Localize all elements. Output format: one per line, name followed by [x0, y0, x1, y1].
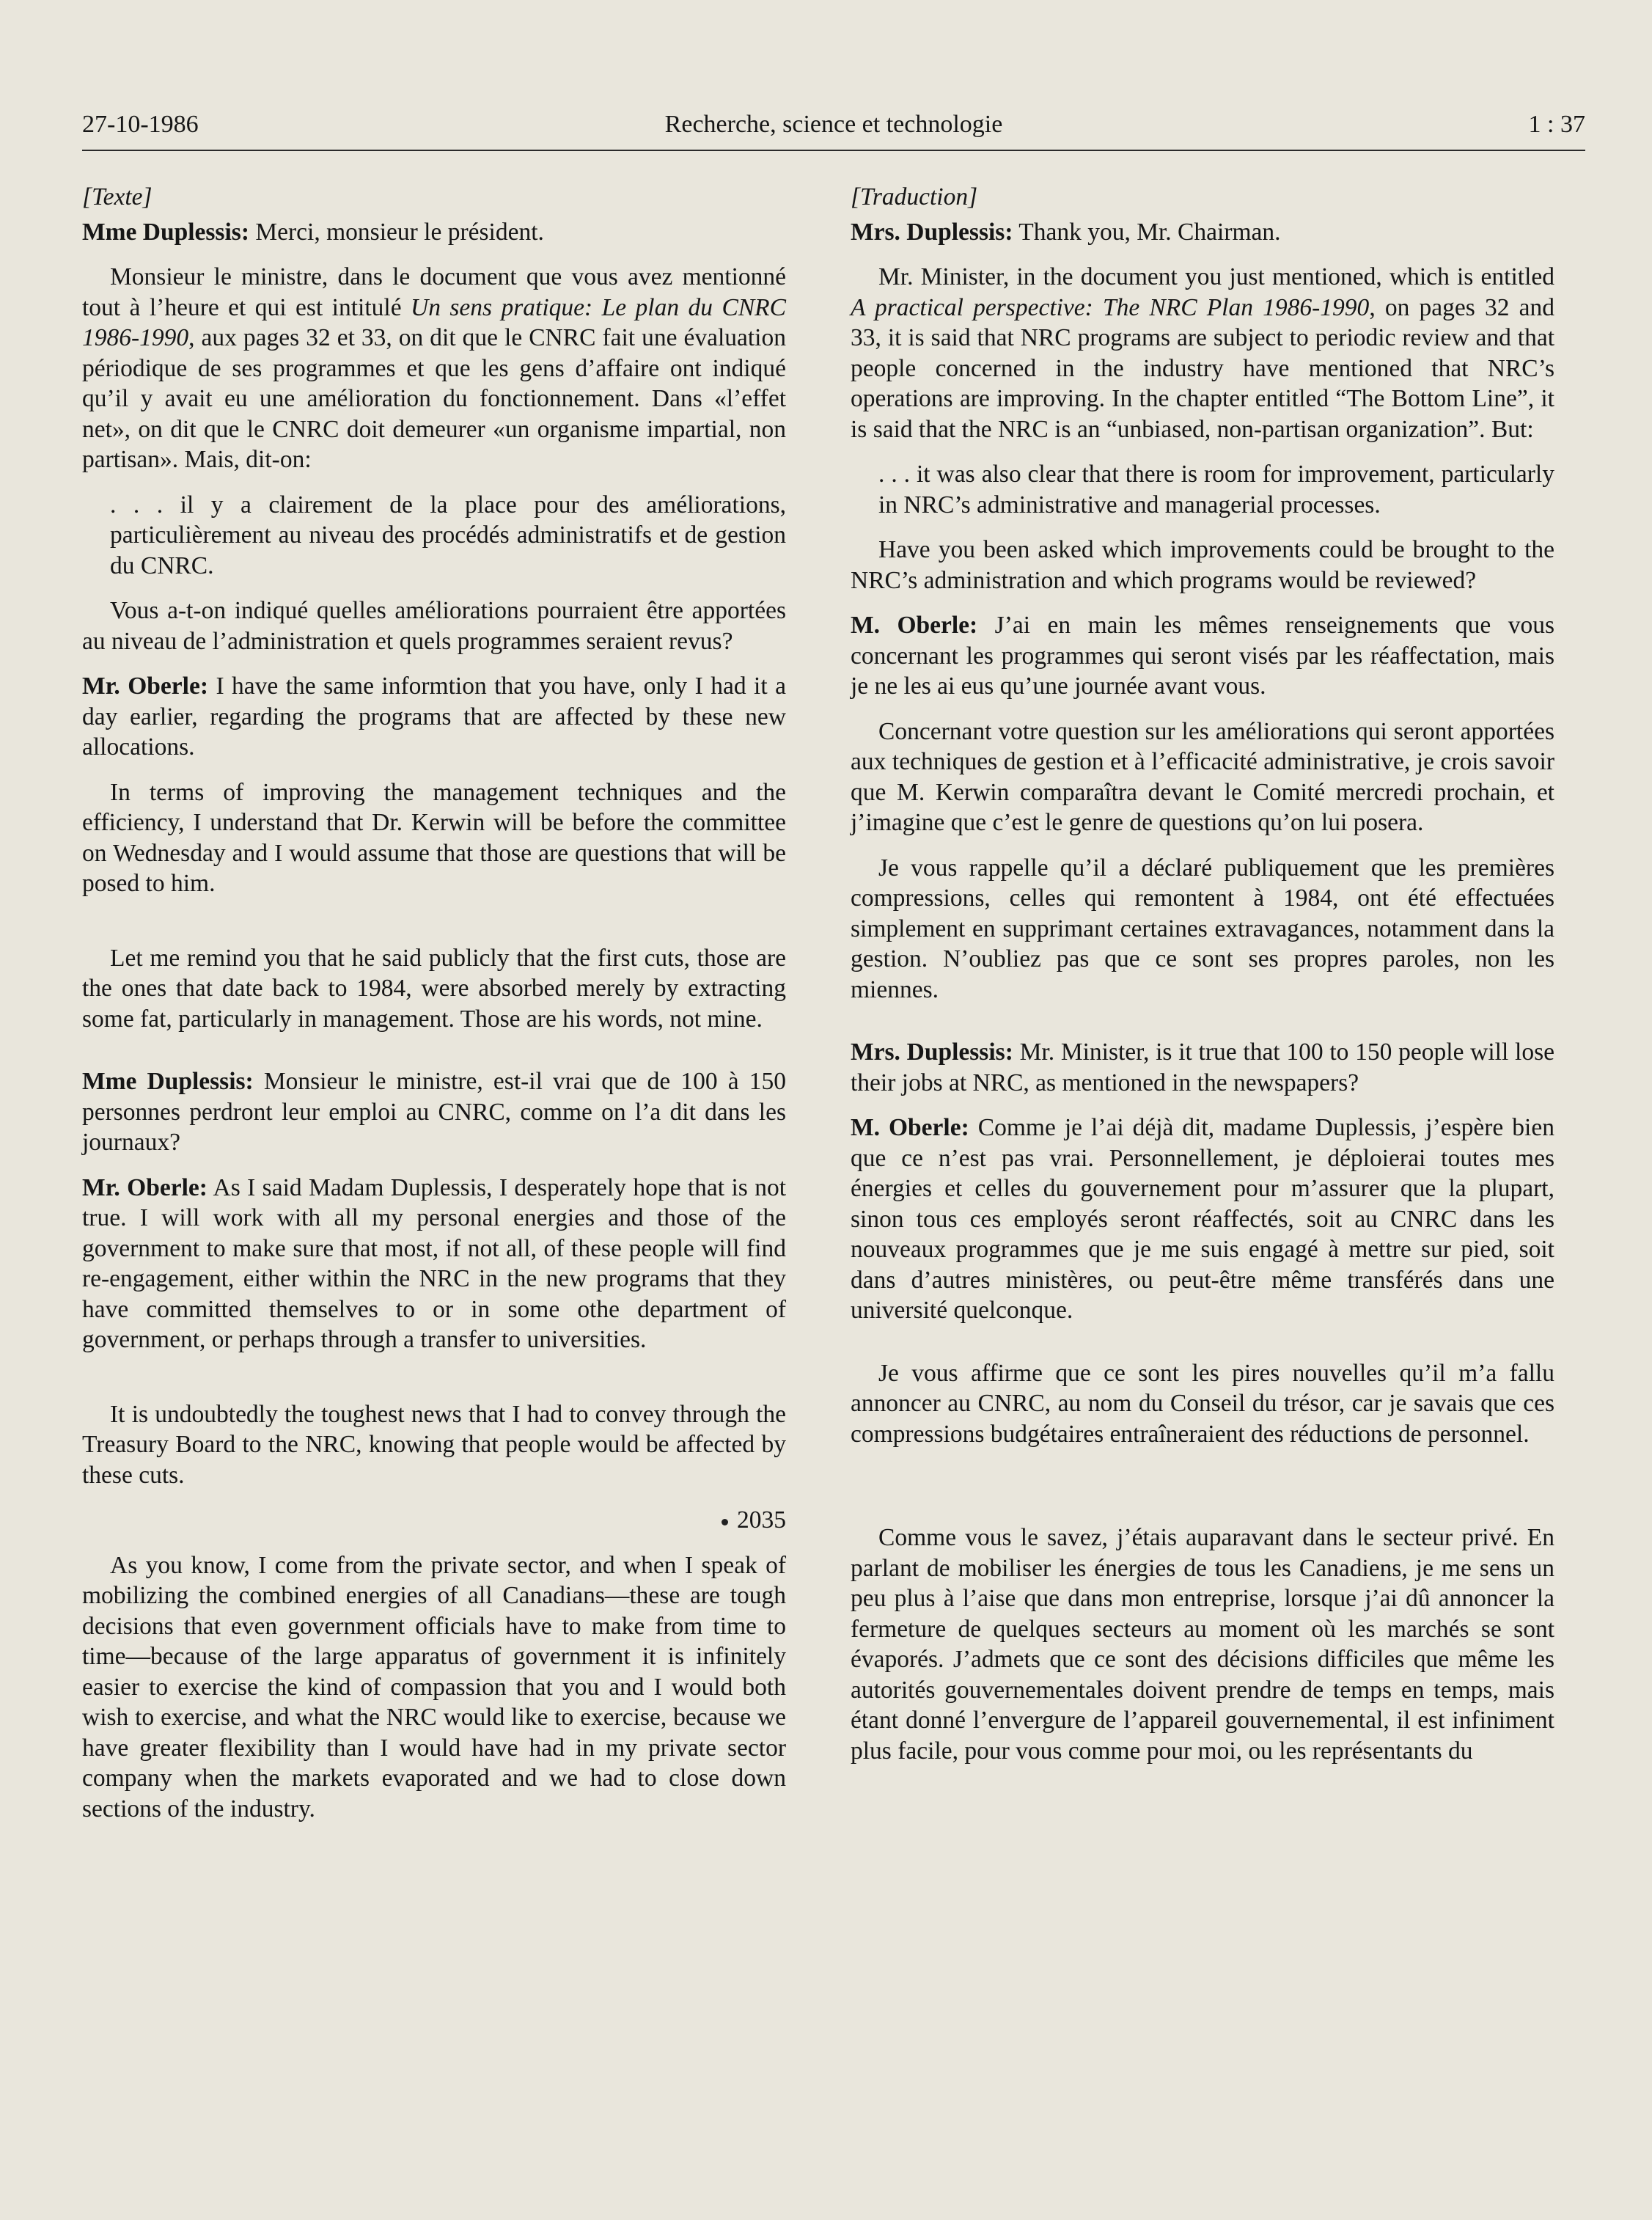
paragraph: Vous a-t-on indiqué quelles améliorations pourraient être apportées au niveau de l’administration et quels programmes seraient revus?: [82, 597, 786, 655]
block-quote: . . . il y a clairement de la place pour des améliorations, particulièrement au niveau des procédés administratifs et de gestion du CNRC.: [110, 491, 786, 579]
paragraph: Mr. Oberle: As I said Madam Duplessis, I desperately hope that is not true. I will work with all my personal energies and those of the government to make sure that most, if not all, of these people will find re-engagement, either within the NRC in the new programs that they have committed themselves to or in some othe department of government, or perhaps through a transfer to universities.: [82, 1173, 787, 1353]
paragraph: Mrs. Duplessis: Thank you, Mr. Chairman.: [851, 218, 1281, 246]
paragraph: As you know, I come from the private sector, and when I speak of mobilizing the combined energies of all Canadians—these are tough decisions that even government officials have to make from time to time—because of the large apparatus of government it is infinitely easier to exercise the kind of compassion that you and I would both wish to exercise, and what the NRC would like to exercise, because we have greater flexibility than I would have had in my private sector company when the markets evaporated and we had to close down sections of the industry.: [82, 1551, 786, 1822]
paragraph: Mme Duplessis: Monsieur le ministre, est-il vrai que de 100 à 150 personnes perdront leur emploi au CNRC, comme on l’a dit dans les journaux?: [82, 1068, 786, 1156]
paragraph: Mr. Oberle: I have the same informtion that you have, only I had it a day earlier, regarding the programs that are affected by these new allocations.: [82, 673, 786, 761]
speaker-name: Mr. Oberle:: [82, 1173, 208, 1201]
speaker-name: M. Oberle:: [851, 1114, 969, 1141]
speaker-name: Mme Duplessis:: [82, 1068, 254, 1095]
header-date: 27-10-1986: [82, 111, 199, 138]
paragraph: Monsieur le ministre, dans le document que vous avez mentionné tout à l’heure et qui est intitulé Un sens pratique: Le plan du CNRC 1986-1990, aux pages 32 et 33, on dit que le CNRC fait une évaluation périodique de ses programmes et que les gens d’affaire ont indiqué qu’il y avait eu une amélioration du fonctionnement. Dans «l’effet net», on dit que le CNRC doit demeurer «un organisme impartial, non partisan». Mais, dit-on:: [82, 263, 786, 473]
speaker-name: Mme Duplessis:: [82, 218, 249, 246]
english-column: [851, 182, 1554, 1781]
paragraph: In terms of improving the management techniques and the efficiency, I understand that Dr. Kerwin will be before the committee on Wednesday and I would assume that those are questions that will be posed to him.: [82, 778, 786, 897]
header-title: Recherche, science et technologie: [664, 111, 1003, 138]
paragraph: It is undoubtedly the toughest news that I had to convey through the Treasury Board to the NRC, knowing that people would be affected by these cuts.: [82, 1400, 786, 1489]
speaker-name: Mrs. Duplessis:: [851, 1038, 1013, 1066]
paragraph: Je vous affirme que ce sont les pires nouvelles qu’il m’a fallu annoncer au CNRC, au nom du Conseil du trésor, car je savais que ces compressions budgétaires entraîneraient des réductions de personnel.: [851, 1359, 1554, 1448]
paragraph: M. Oberle: J’ai en main les mêmes renseignements que vous concernant les programmes qui seront visés par les réaffectation, mais je ne les ai eus qu’une journée avant vous.: [851, 612, 1554, 700]
paragraph: Je vous rappelle qu’il a déclaré publiquement que les premières compressions, celles qui remontent à 1984, ont été effectuées simplement en supprimant certaines extravagances, notamment dans la gestion. N’oubliez pas que ce sont ses propres paroles, non les miennes.: [851, 854, 1554, 1003]
page-header: [82, 109, 1585, 151]
paragraph: Concernant votre question sur les améliorations qui seront apportées aux techniques de gestion et à l’efficacité administrative, je crois savoir que M. Kerwin comparaîtra devant le Comité mercredi prochain, et j’imagine que c’est le genre de questions qu’on lui posera.: [851, 717, 1554, 836]
section-label: [Traduction]: [851, 183, 978, 210]
paragraph: M. Oberle: Comme je l’ai déjà dit, madame Duplessis, j’espère bien que ce n’est pas vrai. Personnellement, je déploierai toutes mes énergies et celles du gouvernement pour m’assurer que la plupart, sinon tous ces employés seront réaffectés, soit au CNRC dans les nouveaux programmes que je me suis engagé à mettre sur pied, soit dans d’autres ministères, ou peut-être même transférés dans une université quelconque.: [851, 1114, 1554, 1324]
paragraph: Comme vous le savez, j’étais auparavant dans le secteur privé. En parlant de mobiliser les énergies de tous les Canadiens, je me sens un peu plus à l’aise que dans mon entreprise, lorsque j’ai dû annoncer la fermeture de quelques secteurs au moment où les marchés se sont évaporés. J’admets que ce sont des décisions difficiles que même les autorités gouvernementales doivent prendre de temps en temps, mais étant donné l’envergure de l’appareil gouvernemental, il est infiniment plus facile, pour vous comme pour moi, ou les représentants du: [851, 1524, 1554, 1765]
paragraph: Mr. Minister, in the document you just mentioned, which is entitled A practical perspective: The NRC Plan 1986-1990, on pages 32 and 33, it is said that NRC programs are subject to periodic review and that people concerned in the industry have mentioned that NRC’s operations are improving. In the chapter entitled “The Bottom Line”, it is said that the NRC is an “unbiased, non-partisan organization”. But:: [851, 263, 1554, 443]
document-title: A practical perspective: The NRC Plan 1986-1990: [851, 293, 1370, 321]
speaker-name: M. Oberle:: [851, 612, 978, 639]
bullet-icon: [722, 1519, 728, 1525]
paragraph: Mme Duplessis: Merci, monsieur le président.: [82, 218, 544, 246]
document-title: Un sens pratique: Le plan du CNRC 1986-1990: [82, 293, 786, 351]
header-page-number: 1 : 37: [1528, 111, 1585, 138]
block-quote: . . . it was also clear that there is room for improvement, particularly in NRC’s administrative and managerial processes.: [878, 461, 1554, 519]
speaker-name: Mr. Oberle:: [82, 673, 208, 700]
paragraph: Let me remind you that he said publicly that the first cuts, those are the ones that date back to 1984, were absorbed merely by extracting some fat, particularly in management. Those are his words, not mine.: [82, 944, 786, 1033]
section-label: [Texte]: [82, 183, 153, 210]
french-column: [82, 182, 786, 1839]
speaker-name: Mrs. Duplessis:: [851, 218, 1013, 246]
time-marker: 2035: [82, 1505, 786, 1536]
paragraph: Mrs. Duplessis: Mr. Minister, is it true that 100 to 150 people will lose their jobs at NRC, as mentioned in the newspapers?: [851, 1038, 1555, 1096]
paragraph: Have you been asked which improvements could be brought to the NRC’s administration and which programs would be reviewed?: [851, 536, 1554, 594]
